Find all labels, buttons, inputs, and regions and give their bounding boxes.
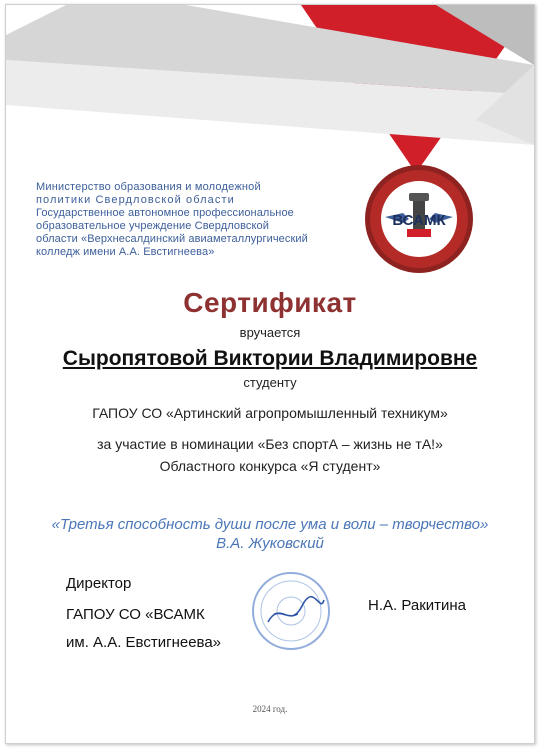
certificate-title: Сертификат — [183, 287, 357, 318]
ministry-line-4: образовательное учреждение Свердловской — [36, 220, 270, 232]
recipient-name: Сыропятовой Виктории Владимировне — [62, 347, 478, 370]
recipient-role: студенту — [243, 375, 297, 390]
vsamk-logo-icon — [363, 163, 475, 275]
footer-year: 2024 год. — [252, 704, 288, 714]
signer-name: Н.А. Ракитина — [368, 597, 467, 614]
signature-line-1: Директор — [66, 575, 132, 592]
emblem-text: ВСАМК — [392, 212, 446, 229]
signature-line-2: ГАПОУ СО «ВСАМК — [66, 606, 205, 623]
awarded-text: вручается — [239, 325, 301, 340]
ministry-line-6: колледж имени А.А. Евстигнеева» — [36, 246, 215, 258]
ministry-line-2: политики Свердловской области — [36, 194, 235, 206]
quote-author: В.А. Жуковский — [216, 535, 324, 552]
ministry-line-3: Государственное автономное профессиональное — [36, 207, 294, 219]
signature-line-3: им. А.А. Евстигнеева» — [66, 634, 222, 651]
official-stamp-icon — [250, 570, 332, 652]
ministry-line-5: области «Верхнесалдинский авиаметаллургический — [36, 233, 308, 245]
ministry-line-1: Министерство образования и молодежной — [36, 181, 261, 193]
nomination-text: за участие в номинации «Без спортА – жизнь не тА!» — [97, 436, 443, 452]
certificate-page — [5, 4, 535, 744]
ministry-header — [36, 181, 336, 259]
contest-text: Областного конкурса «Я студент» — [159, 458, 381, 474]
organization-name: ГАПОУ СО «Артинский агропромышленный техникум» — [92, 405, 448, 421]
quote-text: «Третья способность души после ума и воли – творчество» — [51, 516, 489, 533]
